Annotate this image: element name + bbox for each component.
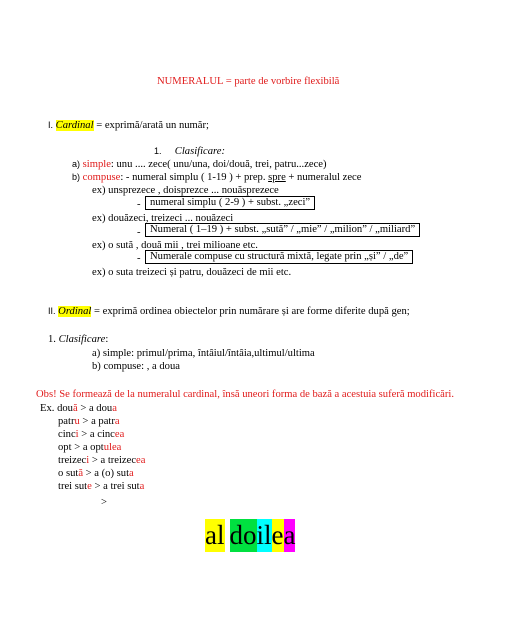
base-form: trei sut <box>58 481 88 492</box>
arrow-glyph: > <box>101 497 107 508</box>
label-simple: simple <box>82 159 111 170</box>
ordinal-simple: a) simple: primul/prima, întâiul/întâia,ultimul/ultima <box>92 348 315 359</box>
ordinal-form-ending: ulea <box>103 442 122 453</box>
base-form-ending: ă <box>72 403 78 414</box>
subsection-title: Clasificare <box>58 334 106 345</box>
item-text: + numeralul zece <box>285 172 362 183</box>
ordinal-form: a opt <box>82 442 104 453</box>
subsection-number: 1. <box>154 146 162 156</box>
base-form-ending: e <box>87 481 92 492</box>
section-ordinal-heading <box>48 305 410 318</box>
ordinal-form-ending: a <box>112 403 117 414</box>
box-dash-2: - <box>137 227 141 238</box>
term-cardinal: Cardinal <box>55 120 94 131</box>
definition-cardinal: = exprimă/arată un număr; <box>93 120 209 131</box>
item-text: : unu .... zece( unu/una, doi/două, trei, patru...zece) <box>110 159 327 170</box>
arrow-glyph: > <box>79 416 92 427</box>
segment-do: do <box>229 520 257 550</box>
underlined-word: spre <box>268 172 286 183</box>
segment-al: al <box>205 520 225 550</box>
item-compuse <box>72 171 361 184</box>
example-row <box>58 454 145 467</box>
section-number: II. <box>48 306 56 316</box>
box-dash-3: - <box>137 253 141 264</box>
term-ordinal: Ordinal <box>58 306 92 317</box>
arrow-glyph: > <box>91 481 104 492</box>
ordinal-form-ending: ea <box>114 429 125 440</box>
example-row <box>58 480 144 493</box>
arrow-glyph: > <box>83 468 95 479</box>
base-form-ending: u <box>74 416 80 427</box>
ordinal-form: a treizec <box>100 455 137 466</box>
base-form-ending: i <box>86 455 90 466</box>
section-number: I. <box>48 120 54 130</box>
example-row <box>58 441 121 454</box>
base-form: cinc <box>58 429 76 440</box>
ordinal-form-ending: a <box>139 481 145 492</box>
page-title: NUMERALUL = parte de vorbire flexibilă <box>157 76 340 87</box>
item-letter: a) <box>72 159 81 169</box>
ordinal-form-ending: a <box>114 416 120 427</box>
segment-a: a <box>283 520 296 550</box>
colon: : <box>105 334 109 345</box>
base-form: patr <box>58 416 75 427</box>
example-row <box>58 467 134 480</box>
ordinal-classification-heading <box>48 333 108 346</box>
label-compuse: compuse <box>82 172 121 183</box>
segment-il: il <box>256 520 272 550</box>
ordinal-form-ending: a <box>129 468 134 479</box>
base-form: dou <box>57 403 73 414</box>
item-letter: b) <box>72 172 81 182</box>
example-row <box>58 428 124 441</box>
arrow-glyph: > <box>71 442 83 453</box>
subsection-heading <box>154 145 225 158</box>
observation-note: Obs! Se formează de la numeralul cardinal, însă uneori forma de bază a acestuia suferă modificări. <box>36 389 454 400</box>
segment-e: e <box>271 520 284 550</box>
ordinal-form: a (o) sut <box>94 468 130 479</box>
example-line-4: ex) o suta treizeci și patru, douăzeci de mii etc. <box>92 267 292 278</box>
subsection-title: Clasificare: <box>174 146 225 157</box>
example-line-1: ex) unsprezece , doisprezce ... nouăsprezece <box>92 185 279 196</box>
ordinal-compuse: b) compuse: , a doua <box>92 361 180 372</box>
subsection-number: 1. <box>48 334 56 345</box>
rule-box-1: numeral simplu ( 2-9 ) + subst. „zeci” <box>145 196 315 210</box>
ordinal-form-ending: ea <box>136 455 146 466</box>
item-text: : - numeral simplu ( 1-19 ) + prep. <box>120 172 269 183</box>
item-simple <box>72 158 327 171</box>
arrow-glyph: > <box>78 429 90 440</box>
ordinal-form: a patr <box>91 416 115 427</box>
box-dash-1: - <box>137 199 141 210</box>
example-row <box>58 415 120 428</box>
ordinal-form: a dou <box>88 403 113 414</box>
ordinal-form: a cinc <box>89 429 115 440</box>
al-doilea-highlight <box>205 519 295 552</box>
example-line-2: ex) douăzeci, treizeci ... nouăzeci <box>92 213 234 224</box>
definition-ordinal: = exprimă ordinea obiectelor prin numărare și are forme diferite după gen; <box>91 306 410 317</box>
example-line-3: ex) o sută , două mii , trei milioane etc. <box>92 240 258 251</box>
base-form-ending: i <box>75 429 79 440</box>
example-lead: Ex. <box>40 403 58 414</box>
base-form: opt <box>58 442 72 453</box>
rule-box-2: Numeral ( 1–19 ) + subst. „sută” / „mie” / „milion” / „miliard” <box>145 223 420 237</box>
arrow-glyph: > <box>89 455 101 466</box>
rule-box-3: Numerale compuse cu structură mixtă, legate prin „și” / „de” <box>145 250 413 264</box>
base-form: o sut <box>58 468 79 479</box>
arrow-glyph: > <box>77 403 89 414</box>
base-form: treizec <box>58 455 87 466</box>
ordinal-form: a trei sut <box>103 481 140 492</box>
example-row <box>40 402 117 415</box>
base-form-ending: ă <box>78 468 84 479</box>
section-cardinal-heading <box>48 119 209 132</box>
